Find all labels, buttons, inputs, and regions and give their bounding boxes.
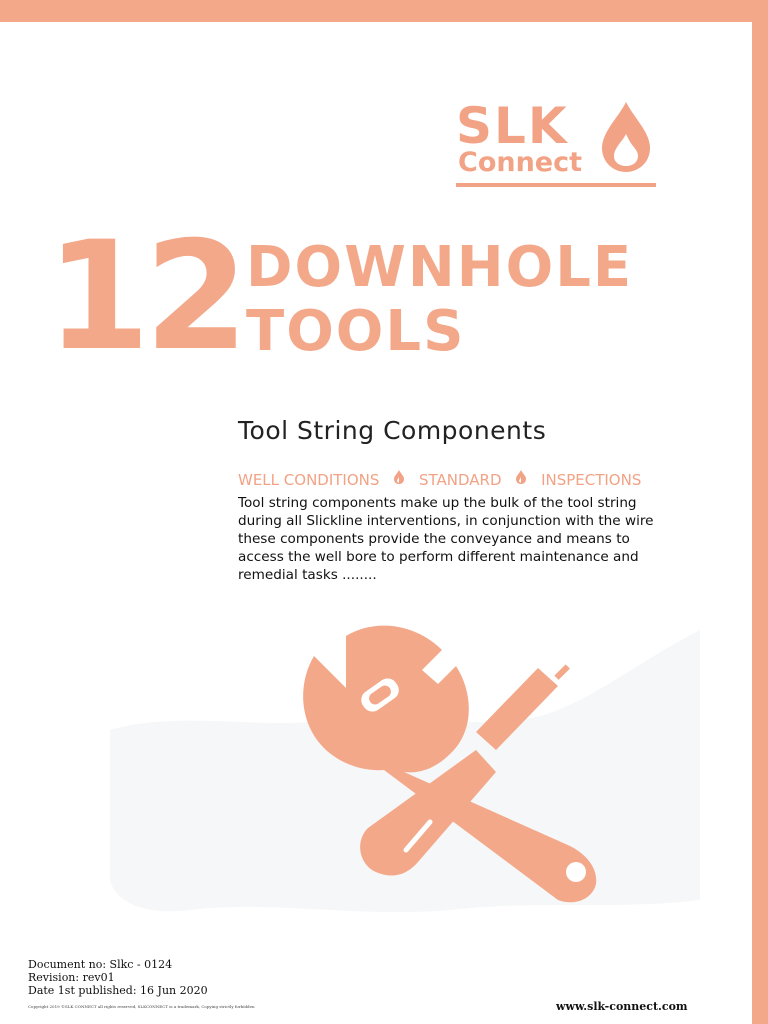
cover-title (246, 236, 633, 364)
right-border-gap (748, 22, 752, 1024)
logo-wordmark-connect: Connect (458, 147, 583, 178)
cover-title-line2: TOOLS (246, 299, 466, 364)
document-subtitle: Tool String Components (238, 416, 547, 445)
cover-number: 12 (46, 210, 243, 384)
tag-inspections: INSPECTIONS (541, 470, 642, 489)
website-link[interactable]: www.slk-connect.com (556, 1000, 688, 1013)
right-border (752, 0, 768, 1024)
water-drop-icon (596, 100, 656, 174)
tag-line (238, 468, 641, 491)
description-paragraph: Tool string components make up the bulk of the tool string during all Slickline interventions, in conjunction with the wire these components provide the conveyance and means to access the well bore to perform different maintenance and remedial tasks ........ (238, 495, 654, 583)
logo-wordmark-slk: SLK (456, 97, 569, 155)
water-drop-icon (394, 470, 404, 484)
copyright-notice: Copyright 2019 ©SLK CONNECT all rights reserved, SLKCONNECT is a trademark, Copying strictly forbidden (28, 1004, 255, 1009)
document-published-date: Date 1st published: 16 Jun 2020 (28, 984, 208, 997)
document-revision: Revision: rev01 (28, 971, 115, 984)
cover-title-line1: DOWNHOLE (246, 235, 634, 300)
slk-connect-logo (456, 98, 656, 190)
document-number: Document no: Slkc - 0124 (28, 958, 173, 971)
logo-underline (456, 183, 656, 187)
top-border (0, 0, 768, 22)
tag-standard: STANDARD (418, 470, 502, 489)
tag-well-conditions: WELL CONDITIONS (238, 470, 380, 489)
document-info (28, 958, 208, 997)
water-drop-icon (516, 470, 526, 484)
tools-illustration (100, 600, 720, 940)
